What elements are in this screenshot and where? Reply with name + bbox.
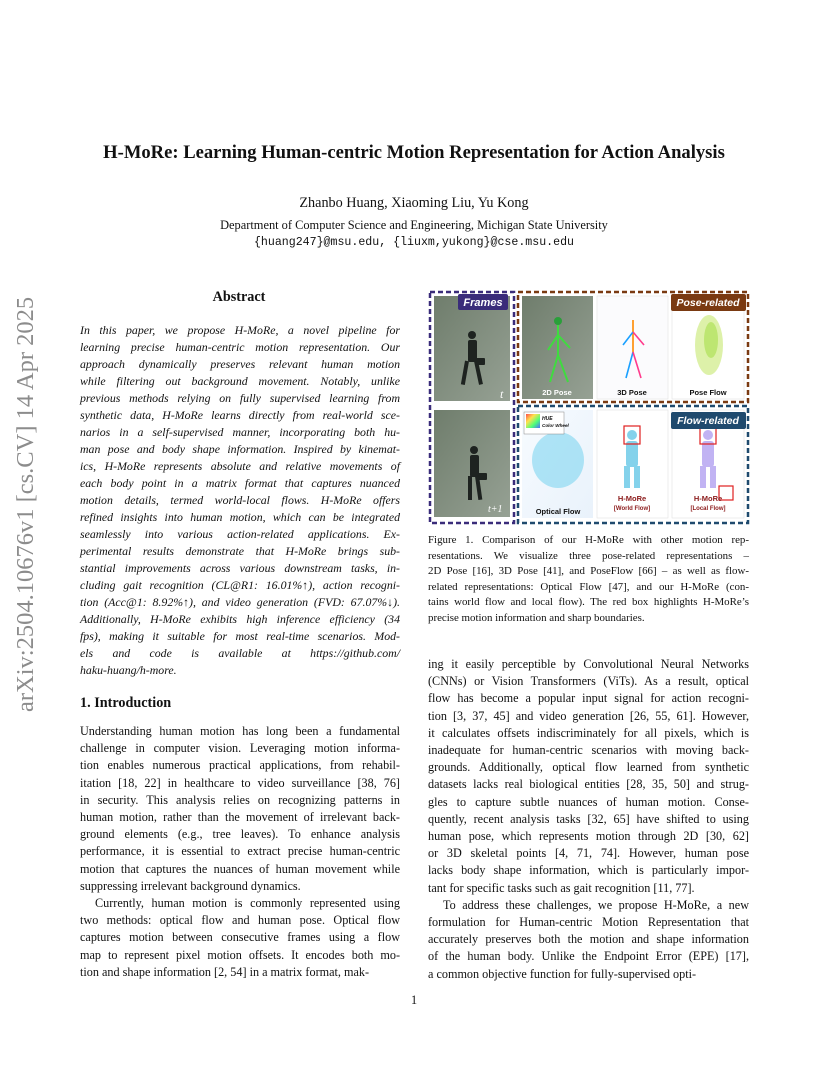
hmore-local-sublabel: [Local Flow] xyxy=(690,506,726,512)
poseflow-core xyxy=(704,322,718,358)
intro-line: formulation for Human-centric Motion Representation that xyxy=(428,915,749,930)
intro-line: a common objective function for fully-supervised opti- xyxy=(428,966,697,981)
introduction-column-right xyxy=(428,656,749,983)
abstract-line: approach dynamically preserves relevant human motion xyxy=(80,357,400,371)
pose3d-label: 3D Pose xyxy=(617,388,647,397)
intro-line: tion and shape information [2, 54] in a matrix format, mak- xyxy=(80,964,370,979)
abstract-line: while filtering out background movement. Notably, unlike xyxy=(80,374,400,388)
abstract-line: els and code is available at https://github.com/ xyxy=(80,646,400,660)
intro-line: it calculates offsets indiscriminately for all pixels, which is xyxy=(428,725,749,740)
affiliation: Department of Computer Science and Engineering, Michigan State University xyxy=(220,218,608,232)
intro-line: (CNNs) or Vision Transformers (ViTs). As a result, optical xyxy=(428,674,749,689)
introduction-column-left xyxy=(80,723,400,981)
abstract-line: fps), making it suitable for most real-time scenarios. Mod- xyxy=(80,629,400,643)
intro-line: in security. This analysis relies on recognizing patterns in xyxy=(80,792,400,807)
abstract-line: motion details, termed world-local flows. H-MoRe offers xyxy=(80,493,400,507)
figure-1 xyxy=(428,290,750,525)
intro-line: tant for specific tasks such as gait recognition [11, 77]. xyxy=(428,880,695,895)
color-wheel-label-1: HUE xyxy=(542,416,553,422)
time-t1-label: t+1 xyxy=(488,504,503,515)
abstract-line: previous methods relying on fully supervised learning from xyxy=(80,391,400,405)
intro-line: inadequate for human-centric scenarios with moving back- xyxy=(428,743,749,758)
intro-line: map to represent pixel motion offsets. It encodes both mo- xyxy=(80,947,400,962)
hmore-world-sublabel: [World Flow] xyxy=(613,506,651,512)
abstract-line: cluding gait recognition (CL@R1: 16.01%↑), action recogni- xyxy=(80,578,400,592)
abstract-line: Additionally, H-MoRe exhibits high inference efficiency (34 xyxy=(80,612,400,626)
intro-line: ing it easily perceptible by Convolutional Neural Networks xyxy=(428,657,749,671)
intro-line: tion [3, 37, 45] and video generation [26, 55, 61]. However, xyxy=(428,708,749,723)
hmore-world-label: H-MoRe xyxy=(617,494,647,503)
intro-line: gles to capture subtle nuances of human motion. Conse- xyxy=(428,794,749,809)
color-wheel-label-2: Color Wheel xyxy=(542,423,569,428)
abstract-line: perimental results demonstrate that H-MoRe brings sub- xyxy=(80,544,400,558)
figure-1-graphic xyxy=(428,290,750,525)
introduction-heading: 1. Introduction xyxy=(80,695,172,711)
intro-line: grounds. Additionally, optical flow learned from synthetic xyxy=(428,760,749,775)
caption-line: tains world flow and local flow). The red box highlights H-MoRe’s xyxy=(428,596,749,608)
intro-line: two methods: optical flow and human pose. Optical flow xyxy=(80,913,400,928)
intro-line: Understanding human motion has long been a fundamental xyxy=(80,724,400,738)
hue-color-wheel-icon xyxy=(526,414,540,428)
intro-line: or 3D skeletal points [4, 71, 74]. However, human pose xyxy=(428,846,749,861)
abstract-heading: Abstract xyxy=(212,289,266,305)
caption-line: resentations. We visualize three pose-related representations – xyxy=(428,549,749,562)
intro-line: To address these challenges, we propose H-MoRe, a new xyxy=(443,897,749,912)
abstract-line: each body point in a matrix format that captures nuanced xyxy=(80,476,400,490)
abstract-body xyxy=(80,322,400,679)
hmore-local-label: H-MoRe xyxy=(693,494,723,503)
abstract-line: In this paper, we propose H-MoRe, a novel pipeline for xyxy=(80,323,400,337)
abstract-line: ics, H-MoRe represents absolute and relative movements of xyxy=(80,459,400,473)
intro-line: challenge in computer vision. Leveraging motion informa- xyxy=(80,741,400,756)
intro-line: accurately preserves both the motion and shape information xyxy=(428,932,749,947)
abstract-line: tion (Acc@1: 8.92%↑), and video generation (FVD: 67.07%↓). xyxy=(80,595,400,609)
poseflow-label: Pose Flow xyxy=(689,388,727,397)
abstract-line: man pose and body shape information. Inspired by kinemat- xyxy=(80,442,400,456)
intro-line: suppressing irrelevant background dynamics. xyxy=(80,878,301,893)
optical-flow-blob xyxy=(532,432,584,488)
intro-line: Currently, human motion is commonly represented using xyxy=(95,896,400,911)
intro-line: human pose, which represents motion through 2D [30, 62] xyxy=(428,829,749,844)
page-number: 1 xyxy=(410,993,418,1007)
intro-line: motion that captures the nuances of human movement while xyxy=(80,861,400,876)
caption-line: precise motion information and sharp boundaries. xyxy=(428,611,645,624)
caption-line: Figure 1. Comparison of our H-MoRe with other motion rep- xyxy=(428,534,749,546)
abstract-line: stantial improvements across various downstream tasks, in- xyxy=(80,561,400,575)
paper-title: H-MoRe: Learning Human-centric Motion Representation for Action Analysis xyxy=(103,142,725,163)
flow-related-label: Flow-related xyxy=(677,415,739,427)
abstract-line: learning precise human-centric motion representation. Our xyxy=(80,340,400,354)
intro-line: datasets lacks real biological entities [28, 35, 50] and strug- xyxy=(428,777,749,792)
pose2d-label: 2D Pose xyxy=(542,388,572,397)
intro-line: quently, recent analysis tasks [32, 65] have shifted to using xyxy=(428,811,749,826)
abstract-line: seamlessly into various action-related applications. Ex- xyxy=(80,527,400,541)
abstract-line: synthetic data, H-MoRe learns directly from real-world sce- xyxy=(80,408,400,422)
intro-line: human motion, rather than the movement of irrelevant back- xyxy=(80,810,400,825)
figure-1-caption xyxy=(428,533,749,626)
intro-line: captures motion between consecutive frames using a flow xyxy=(80,930,400,945)
caption-line: related representations: Optical Flow [47], and our H-MoRe (con- xyxy=(428,580,749,593)
intro-line: of the human body. Unlike the Endpoint Error (EPE) [17], xyxy=(428,949,749,964)
intro-line: lacks body shape information, which is particularly impor- xyxy=(428,863,749,878)
intro-line: itation [18, 22] in healthcare to video surveillance [38, 76] xyxy=(80,775,400,790)
intro-line: ground elements (e.g., tree leaves). To enhance analysis xyxy=(80,827,400,842)
caption-line: 2D Pose [16], 3D Pose [41], and PoseFlow [66] – as well as flow- xyxy=(428,565,749,577)
author-emails: {huang247}@msu.edu, {liuxm,yukong}@cse.msu.edu xyxy=(253,236,575,249)
intro-line: performance, it is essential to extract precise human-centric xyxy=(80,844,400,859)
abstract-line: refined insights into human motion, which can be integrated xyxy=(80,510,400,524)
author-list: Zhanbo Huang, Xiaoming Liu, Yu Kong xyxy=(299,195,529,211)
abstract-line: narios in a self-supervised manner, incorporating both hu- xyxy=(80,425,400,439)
abstract-line: haku-huang/h-more. xyxy=(80,663,177,677)
frames-label: Frames xyxy=(463,297,503,309)
intro-line: tion enables numerous practical applications, from rehabil- xyxy=(80,758,400,773)
time-t-label: t xyxy=(500,387,504,401)
optical-flow-label: Optical Flow xyxy=(535,507,581,516)
intro-line: flow has become a popular input signal for action recogni- xyxy=(428,691,749,706)
pose2d-head xyxy=(554,317,562,325)
pose-related-label: Pose-related xyxy=(676,297,740,309)
